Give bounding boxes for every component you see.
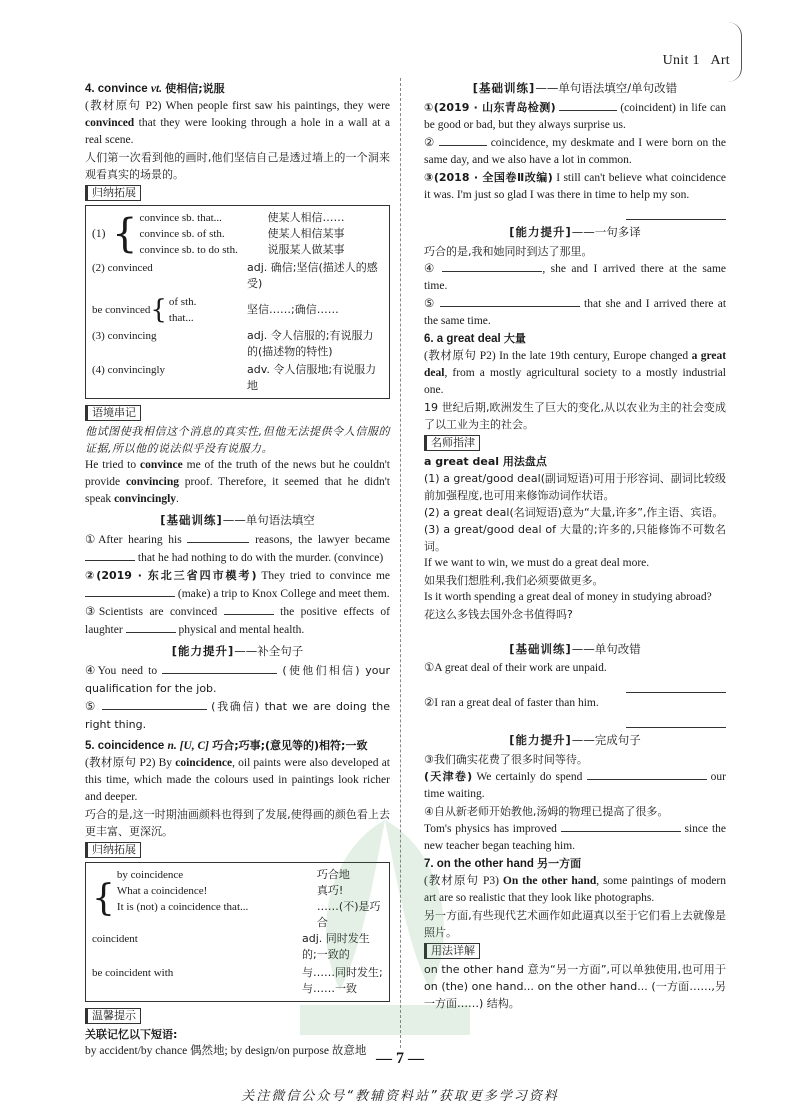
usage-point-1: (1) a great/good deal(副词短语)可用于形容词、副词比较级前加强程度,也可用来修饰动词作状语。 — [424, 472, 726, 502]
complete-3 — [424, 768, 726, 803]
keyword: convincingly — [114, 493, 177, 505]
phrase: (2) convinced — [92, 262, 153, 274]
answer-blank[interactable] — [440, 295, 580, 307]
section-basic-training — [424, 641, 726, 658]
phrase: by coincidence — [116, 869, 184, 881]
exercise-3 — [424, 169, 726, 204]
page-number: — 7 — — [376, 1050, 424, 1067]
phrase-meaning: 使某人相信某事 — [267, 227, 345, 240]
exercise-text: since the new teacher began teaching him. — [424, 823, 727, 852]
usage-tag: 用法详解 — [424, 943, 480, 959]
context-tag: 语境串记 — [85, 405, 141, 421]
exercise-text: (make) a trip to Knox College and meet them. — [177, 588, 390, 600]
example-2-translation: 花这么多钱去国外念书值得吗? — [424, 608, 573, 621]
answer-line[interactable] — [626, 681, 726, 693]
context-sentence — [85, 457, 390, 508]
entry-other-hand-head — [424, 855, 726, 873]
correction-2: ②I ran a great deal of faster than him. — [424, 697, 599, 709]
exercise-text: (coincident) in life can be good or bad, but they always surprise us. — [424, 102, 727, 131]
exercise-2 — [424, 134, 726, 169]
exercise-4 — [85, 662, 390, 698]
phrase: be convinced — [92, 304, 151, 316]
usage-point-3: (3) a great/good deal of 大量的;许多的,只能修饰不可数名词。 — [424, 523, 726, 553]
section-title: [基础训练] — [509, 642, 572, 656]
phrase-meaning: 巧合地 — [316, 868, 350, 881]
keyword: convinced — [85, 117, 135, 129]
correction-1: ①A great deal of their work are unpaid. — [424, 662, 607, 674]
phrase-meaning: adj. 同时发生的;一致的 — [302, 932, 370, 961]
answer-blank[interactable] — [85, 549, 135, 561]
phrase-meaning: 真巧! — [316, 884, 344, 897]
exercise-source: (天津卷) — [424, 770, 473, 783]
tip-heading: 关联记忆以下短语: — [85, 1028, 178, 1041]
summary-box — [85, 862, 390, 1002]
sentence-text: When people first saw his paintings, they were — [165, 100, 391, 112]
entry-convince-head — [85, 80, 390, 98]
item-number: (1) — [92, 227, 106, 240]
tip-body: by accident/by chance 偶然地; by design/on purpose 故意地 — [85, 1045, 367, 1057]
section-subtitle: ——单句语法填空 — [222, 513, 315, 527]
answer-blank[interactable] — [162, 662, 277, 674]
sentence-text: By — [158, 757, 173, 769]
usage-detail: on the other hand 意为“另一方面”,可以单独使用,也可用于 on (the) one hand... on the other hand... (一方面……,另一方面……) 结构。 — [424, 963, 726, 1010]
exercise-text: They tried to convince me — [261, 570, 390, 582]
entry-word: 4. convince — [85, 83, 148, 95]
answer-blank[interactable] — [587, 768, 707, 780]
entry-meaning: 巧合;巧事;(意见等的)相符;一致 — [212, 739, 368, 752]
example-2: Is it worth spending a great deal of money in studying abroad? — [424, 591, 712, 603]
entry-word: 7. on the other hand — [424, 858, 534, 870]
entry-word: 5. coincidence — [85, 740, 165, 752]
sentence-text: proof. Therefore, it seemed that he didn't speak — [85, 476, 391, 505]
brace-icon: { — [112, 211, 138, 257]
phrase: coincident — [92, 933, 138, 945]
textbook-sentence — [424, 873, 726, 907]
exercise-text: (我确信) that we are doing the right thing. — [85, 700, 391, 731]
answer-blank[interactable] — [442, 260, 542, 272]
exercise-source: ①(2019 · 山东青岛检测) — [424, 101, 556, 114]
keyword: convincing — [125, 476, 179, 488]
sentence-text: . — [176, 493, 179, 505]
exercise-text: I still can't believe what coincidence it was. I'm just so glad I was there in time to help my son. — [424, 172, 727, 201]
exercise-5 — [85, 698, 390, 734]
summary-tag: 归纳拓展 — [85, 842, 141, 858]
example-1-translation: 如果我们想胜利,我们必须要做更多。 — [424, 574, 604, 587]
exercise-text: ⑤ — [424, 298, 436, 310]
tip-tag: 温馨提示 — [85, 1008, 141, 1024]
exercise-3 — [85, 603, 390, 639]
keyword: a great deal — [424, 350, 727, 379]
phrase-meaning: ……(不)是巧合 — [316, 900, 381, 929]
exercise-text: our time waiting. — [424, 771, 727, 800]
section-title: [基础训练] — [472, 81, 536, 95]
answer-line[interactable] — [626, 208, 726, 220]
exercise-text: , she and I arrived there at the same time. — [424, 263, 727, 292]
exercise-1 — [424, 99, 726, 134]
answer-blank[interactable] — [561, 820, 681, 832]
unit-title: Art — [710, 53, 730, 68]
entry-meaning: 大量 — [503, 332, 526, 345]
footer-note: 关注微信公众号“教辅资料站”获取更多学习资料 — [241, 1089, 559, 1104]
keyword: On the other hand — [502, 875, 597, 887]
exercise-text: (使他们相信) your qualification for the job. — [85, 664, 391, 695]
complete-3-prompt: ③我们确实花费了很多时间等待。 — [424, 753, 588, 766]
context-translation: 他试图使我相信这个消息的真实性,但他无法提供令人信服的证据,所以他的说法似乎没有说服力。 — [85, 425, 390, 455]
sentence-text: , oil paints were also developed at this time, which made the colours used in paintings look richer and deeper. — [85, 757, 390, 803]
part-of-speech: n. [U, C] — [167, 740, 209, 752]
entry-meaning: 使相信;说服 — [165, 82, 225, 95]
exercise-text: the positive effects of laughter — [85, 606, 391, 636]
keyword: coincidence — [175, 757, 233, 769]
entry-word: 6. a great deal — [424, 333, 501, 345]
header-decoration — [728, 22, 742, 82]
source-label: (教材原句 P2) — [85, 757, 156, 769]
brace-icon: { — [92, 878, 115, 919]
phrase-meaning: 与……同时发生;与……一致 — [302, 966, 383, 995]
exercise-text: ③Scientists are convinced — [85, 606, 218, 618]
sentence-translation: 另一方面,有些现代艺术画作如此逼真以至于它们看上去就像是照片。 — [424, 909, 726, 939]
section-subtitle: ——单句改错 — [571, 642, 641, 656]
textbook-sentence — [424, 348, 726, 399]
phrase: be coincident with — [92, 967, 174, 979]
section-title: [能力提升] — [509, 225, 572, 239]
section-title: [能力提升] — [171, 644, 235, 658]
answer-blank[interactable] — [126, 621, 176, 633]
sentence-translation: 19 世纪后期,欧洲发生了巨大的变化,从以农业为主的社会变成了以工业为主的社会。 — [424, 401, 726, 431]
answer-blank[interactable] — [85, 585, 175, 597]
phrase: of sth. — [168, 296, 197, 308]
exercise-text: ⑤ — [85, 701, 97, 713]
answer-blank[interactable] — [224, 603, 274, 615]
exercise-1 — [85, 531, 390, 567]
answer-blank[interactable] — [559, 99, 617, 111]
coincidence-patterns — [92, 867, 383, 931]
section-basic-training — [424, 80, 726, 97]
textbook-sentence — [85, 98, 390, 149]
usage-point-2: (2) a great deal(名词短语)意为“大量,许多”,作主语、宾语。 — [424, 506, 724, 519]
section-title: [基础训练] — [160, 513, 223, 527]
exercise-text: coincidence, my deskmate and I were born on the same day, and we also have a lot in common. — [424, 137, 726, 166]
sentence-text: He tried to — [85, 459, 137, 471]
phrase-meaning: adj. 令人信服的;有说服力的(描述物的特性) — [247, 329, 374, 358]
phrase: convince sb. that... — [139, 212, 222, 224]
exercise-text: that he had nothing to do with the murder. — [137, 552, 332, 564]
exercise-text: reasons, the lawyer became — [255, 534, 390, 546]
section-subtitle: ——补全句子 — [234, 644, 304, 658]
phrase: What a coincidence! — [116, 885, 208, 897]
exercise-text: ①After hearing his — [85, 534, 182, 546]
phrase: It is (not) a coincidence that... — [116, 901, 249, 913]
exercise-text: physical and mental health. — [178, 624, 305, 636]
section-subtitle: ——一句多译 — [571, 225, 641, 239]
exercise-hint: (convince) — [333, 552, 384, 564]
sentence-translation: 巧合的是,这一时期油画颜料也得到了发展,使得画的颜色看上去更丰富、更深沉。 — [85, 808, 390, 838]
textbook-sentence — [85, 755, 390, 806]
section-ability — [424, 224, 726, 241]
sentence-text: , some paintings of modern art are so realistic that they look like photographs. — [424, 875, 727, 904]
left-column — [85, 80, 390, 1060]
section-subtitle: ——完成句子 — [571, 733, 641, 747]
sentence-text: In the late 19th century, Europe changed — [499, 350, 689, 362]
unit-label: Unit 1 — [662, 53, 700, 68]
translation-5 — [424, 295, 726, 330]
exercise-text: Tom's physics has improved — [424, 823, 557, 835]
answer-blank[interactable] — [187, 531, 249, 543]
summary-tag: 归纳拓展 — [85, 185, 141, 201]
sentence-text: me of the truth of the news but he couldn't provide — [85, 459, 390, 488]
entry-great-deal-head — [424, 330, 726, 348]
convince-patterns — [92, 210, 383, 258]
exercise-text: ④You need to — [85, 665, 158, 677]
source-label: (教材原句 P3) — [424, 875, 499, 887]
complete-4 — [424, 820, 726, 855]
phrase: that... — [168, 312, 194, 324]
source-label: (教材原句 P2) — [85, 100, 162, 112]
answer-line[interactable] — [626, 716, 726, 728]
be-convinced-pattern — [92, 294, 247, 326]
complete-4-prompt: ④自从新老师开始教他,汤姆的物理已提高了很多。 — [424, 805, 669, 818]
phrase: (4) convincingly — [92, 364, 166, 376]
translation-prompt: 巧合的是,我和她同时到达了那里。 — [424, 245, 593, 258]
exercise-text: ④ — [424, 263, 437, 275]
column-divider — [400, 78, 401, 1048]
phrase: (3) convincing — [92, 330, 157, 342]
running-header — [663, 52, 730, 69]
summary-box — [85, 205, 390, 399]
master-tag: 名师指津 — [424, 435, 480, 451]
phrase: convince sb. to do sth. — [139, 244, 238, 256]
answer-blank[interactable] — [439, 134, 487, 146]
phrase-meaning: 坚信……;确信…… — [247, 303, 339, 316]
phrase: convince sb. of sth. — [139, 228, 225, 240]
translation-4 — [424, 260, 726, 295]
phrase-meaning: adj. 确信;坚信(描述人的感受) — [247, 261, 378, 290]
section-basic-training — [85, 512, 390, 529]
exercise-text: ② — [424, 137, 436, 149]
exercise-text: that she and I arrived there at the same time. — [424, 298, 727, 327]
source-label: (教材原句 P2) — [424, 350, 496, 362]
answer-blank[interactable] — [102, 698, 207, 710]
exercise-source: ②(2019 · 东北三省四市模考) — [85, 569, 257, 582]
right-column — [424, 80, 726, 1012]
sentence-text: , from a mostly agricultural society to a mostly industrial one. — [424, 367, 726, 396]
brace-icon: { — [150, 295, 167, 325]
part-of-speech: vt. — [150, 83, 163, 95]
keyword: convince — [139, 459, 183, 471]
section-title: [能力提升] — [509, 733, 572, 747]
phrase-meaning: 说服某人做某事 — [267, 243, 345, 256]
exercise-text: We certainly do spend — [476, 771, 583, 783]
section-ability — [424, 732, 726, 749]
usage-heading: a great deal 用法盘点 — [424, 455, 547, 468]
section-subtitle: ——单句语法填空/单句改错 — [535, 81, 678, 95]
sentence-text: that they were looking through a hole in a wall at a real scene. — [85, 117, 390, 146]
example-1: If we want to win, we must do a great deal more. — [424, 557, 650, 569]
entry-coincidence-head — [85, 737, 390, 755]
entry-meaning: 另一方面 — [537, 857, 582, 870]
sentence-translation: 人们第一次看到他的画时,他们坚信自己是透过墙上的一个洞来观看真实的场景的。 — [85, 151, 390, 181]
exercise-source: ③(2018 · 全国卷Ⅱ改编) — [424, 171, 553, 184]
exercise-2 — [85, 567, 390, 603]
section-ability — [85, 643, 390, 660]
phrase-meaning: adv. 令人信服地;有说服力地 — [247, 363, 377, 392]
phrase-meaning: 使某人相信…… — [267, 211, 345, 224]
